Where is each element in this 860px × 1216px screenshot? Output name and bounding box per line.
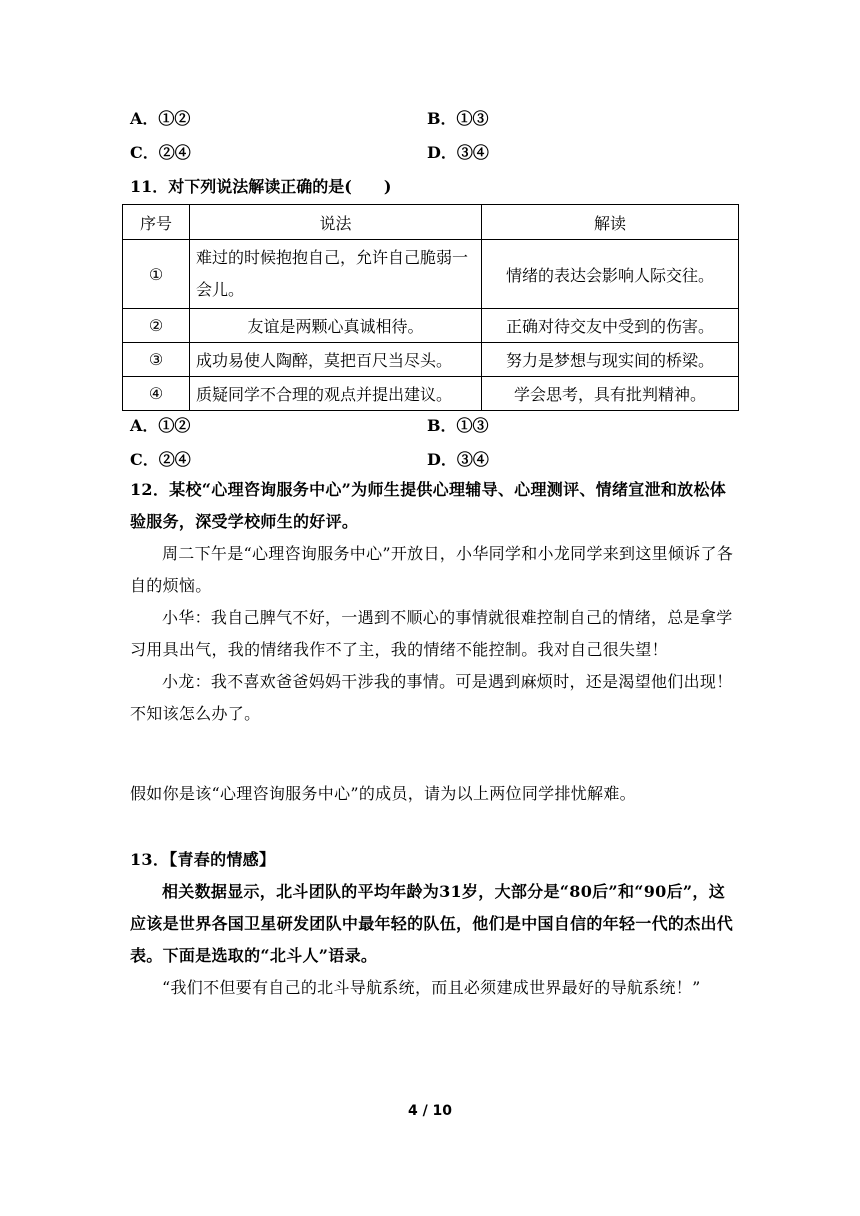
table-row (123, 343, 739, 377)
header-num: 序号 (123, 205, 190, 240)
q10-option-a: A．①② (130, 109, 191, 128)
q12-ask-block (130, 778, 770, 810)
q11-option-a: A．①② (130, 416, 191, 435)
q11-table (122, 204, 739, 411)
q12-block (130, 474, 736, 730)
row-interpretation: 努力是梦想与现实间的桥梁。 (482, 343, 739, 377)
q13-paragraph-1: 相关数据显示，北斗团队的平均年龄为31岁，大部分是“80后”和“90后”，这应该是世界各国卫星研发团队中最年轻的队伍，他们是中国自信的年轻一代的杰出代表。下面是选取的“北斗人”语录。 (130, 882, 734, 965)
q12-paragraph-1: 周二下午是“心理咨询服务中心”开放日，小华同学和小龙同学来到这里倾诉了各自的烦恼。 (130, 544, 734, 595)
q12-stem: 12．某校“心理咨询服务中心”为师生提供心理辅导、心理测评、情绪宣泄和放松体验服务，深受学校师生的好评。 (130, 480, 727, 531)
row-saying: 成功易使人陶醉，莫把百尺当尽头。 (190, 343, 482, 377)
header-saying: 说法 (190, 205, 482, 240)
table-row (123, 240, 739, 309)
q11-option-c: C．②④ (130, 450, 191, 469)
row-saying: 质疑同学不合理的观点并提出建议。 (190, 377, 482, 411)
row-num: ④ (123, 377, 190, 411)
q13-stem: 13．【青春的情感】 (130, 850, 276, 869)
row-interpretation: 正确对待交友中受到的伤害。 (482, 309, 739, 343)
q10-option-c: C．②④ (130, 143, 191, 162)
row-num: ③ (123, 343, 190, 377)
row-saying: 难过的时候抱抱自己，允许自己脆弱一会儿。 (190, 240, 482, 309)
page-number: 4 / 10 (407, 1103, 453, 1119)
q11-option-d: D．③④ (427, 450, 489, 469)
row-num: ② (123, 309, 190, 343)
header-interpretation: 解读 (482, 205, 739, 240)
row-interpretation: 情绪的表达会影响人际交往。 (482, 240, 739, 309)
q12-ask: 假如你是该“心理咨询服务中心”的成员，请为以上两位同学排忧解难。 (130, 784, 636, 803)
q12-paragraph-3: 小龙：我不喜欢爸爸妈妈干涉我的事情。可是遇到麻烦时，还是渴望他们出现！不知该怎么办了。 (130, 672, 733, 723)
row-saying: 友谊是两颗心真诚相待。 (190, 309, 482, 343)
table-row (123, 309, 739, 343)
q12-paragraph-2: 小华：我自己脾气不好，一遇到不顺心的事情就很难控制自己的情绪，总是拿学习用具出气，我的情绪我作不了主，我的情绪不能控制。我对自己很失望！ (130, 608, 733, 659)
row-interpretation: 学会思考，具有批判精神。 (482, 377, 739, 411)
q10-option-d: D．③④ (427, 143, 489, 162)
q13-quote: “我们不但要有自己的北斗导航系统，而且必须建成世界最好的导航系统！” (162, 978, 701, 997)
q11-option-b: B．①③ (427, 416, 489, 435)
q13-block (130, 844, 736, 1004)
q11-stem: 11．对下列说法解读正确的是( ) (130, 177, 392, 196)
row-num: ① (123, 240, 190, 309)
q10-option-b: B．①③ (427, 109, 489, 128)
table-row (123, 377, 739, 411)
